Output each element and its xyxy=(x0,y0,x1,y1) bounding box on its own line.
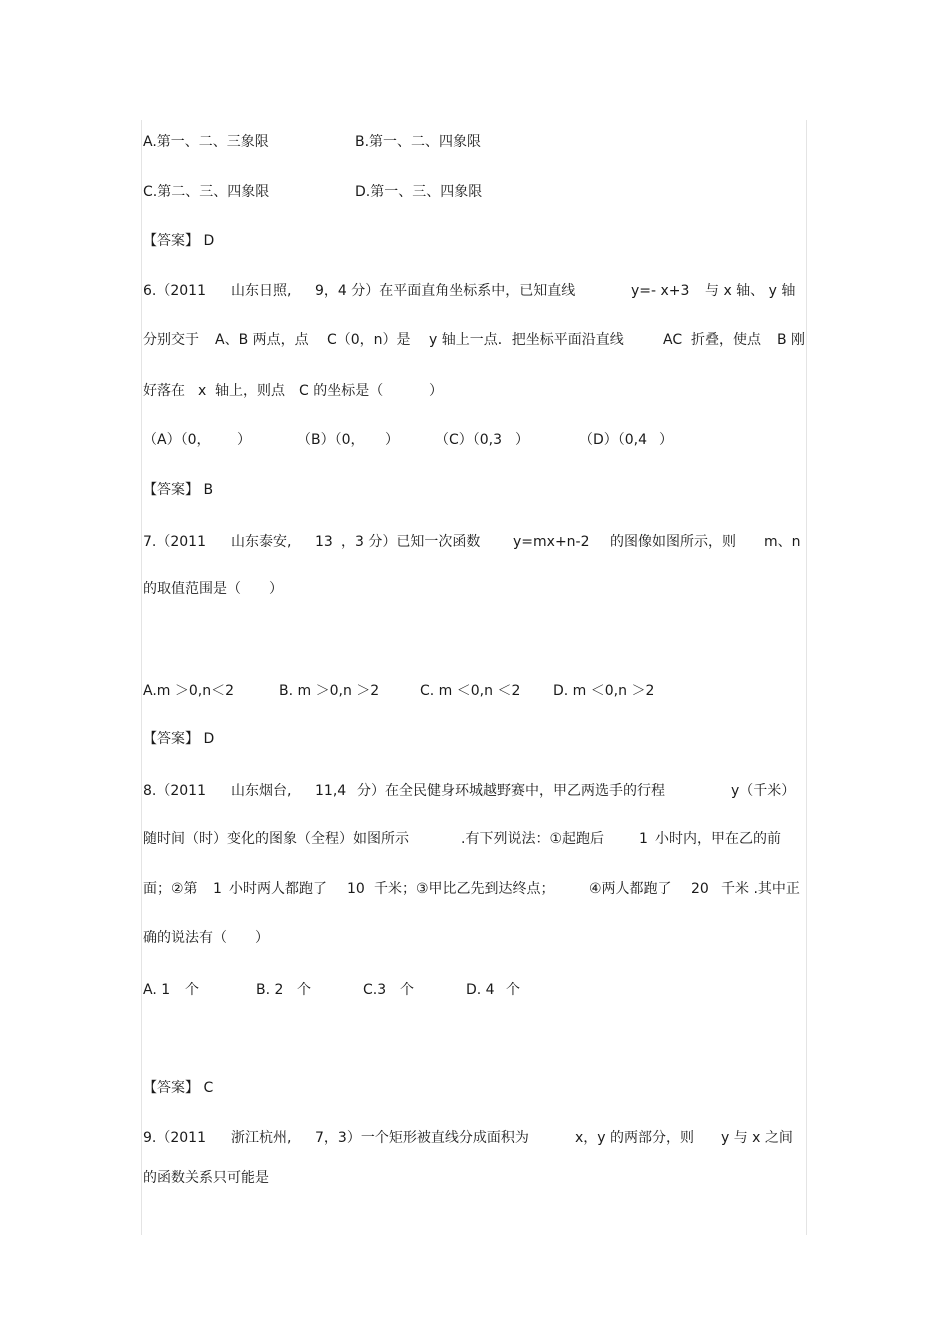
q8-number: 8.（2011 xyxy=(143,783,206,799)
q7-text: ，3 分）已知一次函数 xyxy=(341,534,481,550)
q8-text: 20 xyxy=(691,881,709,897)
q8-text: 10 xyxy=(347,881,365,897)
q5-option-b: B.第一、二、四象限 xyxy=(355,134,482,150)
q7-option-a: A.m ＞0,n＜2 xyxy=(143,683,235,699)
q7-text: 13 xyxy=(315,534,333,550)
q8-answer-text: 【答案】 C xyxy=(143,1080,214,1096)
q6-option-a: （A）（0， xyxy=(143,432,211,448)
q6-source: 山东日照, xyxy=(231,283,292,299)
q6-option-d-close: ） xyxy=(659,432,673,448)
q6-option-c: （C）（0,3 xyxy=(435,432,503,448)
q6-text: AC xyxy=(663,332,683,348)
q5-option-c: C.第二、三、四象限 xyxy=(143,184,270,200)
q9-text: 7，3）一个矩形被直线分成面积为 xyxy=(315,1130,529,1146)
q6-text: 9，4 分）在平面直角坐标系中，已知直线 xyxy=(315,283,576,299)
q5-option-d: D.第一、三、四象限 xyxy=(355,184,483,200)
q8-option-b: B. 2 xyxy=(256,982,284,998)
q7-text: 的取值范围是（ ） xyxy=(143,581,283,597)
q9-text: y 与 x 之间 xyxy=(721,1130,793,1146)
q9-text: x，y 的两部分，则 xyxy=(575,1130,695,1146)
q6-text: 分别交于 xyxy=(143,332,199,348)
q8-text: 随时间（时）变化的图象（全程）如图所示 xyxy=(143,831,409,847)
q8-option-a-unit: 个 xyxy=(185,982,199,998)
q6-text: B 刚 xyxy=(777,332,806,348)
q6-text: ） xyxy=(429,383,443,399)
q5-answer-text: 【答案】 D xyxy=(143,233,215,249)
q6-option-d: （D）（0,4 xyxy=(579,432,648,448)
q7-number: 7.（2011 xyxy=(143,534,206,550)
q7-text: 的图像如图所示，则 xyxy=(610,534,736,550)
q6-number: 6.（2011 xyxy=(143,283,206,299)
q6-text: 与 x 轴、 y 轴 xyxy=(705,283,796,299)
q7-source: 山东泰安, xyxy=(231,534,292,550)
q6-option-b: （B）（0， xyxy=(297,432,365,448)
q7-text: m、n xyxy=(764,534,801,550)
q8-text: 确的说法有（ ） xyxy=(143,930,269,946)
q6-text: x xyxy=(198,383,207,399)
q7-option-c: C. m ＜0,n ＜2 xyxy=(420,683,521,699)
q6-equation: y=- x+3 xyxy=(631,283,690,299)
right-margin-line xyxy=(806,120,807,1235)
q6-text: 好落在 xyxy=(143,383,185,399)
q9-number: 9.（2011 xyxy=(143,1130,206,1146)
q6-text: y 轴上一点．把坐标平面沿直线 xyxy=(429,332,624,348)
q8-text: 面；②第 xyxy=(143,881,198,897)
q6-text: 轴上，则点 xyxy=(215,383,285,399)
q8-text: 11,4 xyxy=(315,783,347,799)
q7-option-d: D. m ＜0,n ＞2 xyxy=(553,683,655,699)
q7-equation: y=mx+n-2 xyxy=(513,534,590,550)
q8-text: 千米 .其中正 xyxy=(721,881,800,897)
q8-option-c: C.3 xyxy=(363,982,387,998)
q8-text: 千米；③甲比乙先到达终点； xyxy=(374,881,555,897)
q8-text: y（千米） xyxy=(731,783,796,799)
q6-text: 折叠，使点 xyxy=(691,332,761,348)
q7-answer-text: 【答案】 D xyxy=(143,731,215,747)
q7-option-b: B. m ＞0,n ＞2 xyxy=(279,683,380,699)
q8-text: 1 xyxy=(639,831,648,847)
q6-answer-text: 【答案】 B xyxy=(143,482,214,498)
q8-text: 小时两人都跑了 xyxy=(229,881,327,897)
q8-text: 1 xyxy=(213,881,222,897)
q8-text: ④两人都跑了 xyxy=(589,881,672,897)
q6-text: C 的坐标是（ xyxy=(299,383,384,399)
q8-text: .有下列说法：①起跑后 xyxy=(461,831,605,847)
q8-option-d: D. 4 xyxy=(466,982,495,998)
q8-text: 小时内，甲在乙的前 xyxy=(655,831,781,847)
q6-option-b-close: ） xyxy=(385,432,399,448)
q8-option-c-unit: 个 xyxy=(400,982,414,998)
left-margin-line xyxy=(141,120,142,1235)
q8-text: 分）在全民健身环城越野赛中，甲乙两选手的行程 xyxy=(357,783,665,799)
q9-source: 浙江杭州, xyxy=(231,1130,292,1146)
q5-option-a: A.第一、二、三象限 xyxy=(143,134,269,150)
q6-text: A、B 两点，点 xyxy=(215,332,309,348)
q6-option-c-close: ） xyxy=(515,432,529,448)
q9-text: 的函数关系只可能是 xyxy=(143,1170,269,1186)
q8-option-b-unit: 个 xyxy=(297,982,311,998)
q8-source: 山东烟台, xyxy=(231,783,292,799)
q6-option-a-close: ） xyxy=(237,432,251,448)
q8-option-d-unit: 个 xyxy=(506,982,520,998)
q8-option-a: A. 1 xyxy=(143,982,171,998)
q6-text: C（0，n）是 xyxy=(327,332,411,348)
